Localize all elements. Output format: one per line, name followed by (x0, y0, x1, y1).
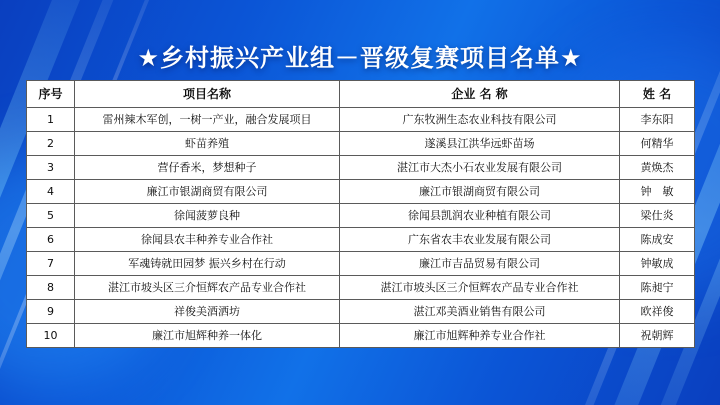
cell-company: 湛江市坡头区三介恒辉农产品专业合作社 (340, 276, 620, 300)
cell-index: 7 (27, 252, 75, 276)
table-row (27, 300, 695, 324)
project-list-table (26, 80, 695, 348)
table-row (27, 108, 695, 132)
column-header-company: 企业 名 称 (340, 81, 620, 108)
cell-company: 广东省农丰农业发展有限公司 (340, 228, 620, 252)
column-header-project: 项目名称 (75, 81, 340, 108)
cell-company: 广东牧洲生态农业科技有限公司 (340, 108, 620, 132)
cell-index: 1 (27, 108, 75, 132)
project-list-table-wrapper (26, 80, 694, 348)
cell-project: 祥俊美酒洒坊 (75, 300, 340, 324)
cell-person: 祝朝辉 (620, 324, 695, 348)
cell-person: 陈成安 (620, 228, 695, 252)
table-row (27, 252, 695, 276)
cell-index: 2 (27, 132, 75, 156)
table-row (27, 204, 695, 228)
cell-company: 廉江市银湖商贸有限公司 (340, 180, 620, 204)
cell-person: 陈昶宁 (620, 276, 695, 300)
cell-index: 10 (27, 324, 75, 348)
slide-title: ★乡村振兴产业组－晋级复赛项目名单★ (137, 44, 583, 72)
table-body (27, 108, 695, 348)
cell-company: 廉江市吉品贸易有限公司 (340, 252, 620, 276)
cell-project: 军魂铸就田园梦 振兴乡村在行动 (75, 252, 340, 276)
cell-company: 湛江邓美酒业销售有限公司 (340, 300, 620, 324)
cell-company: 湛江市大杰小石农业发展有限公司 (340, 156, 620, 180)
cell-project: 徐闻菠萝良种 (75, 204, 340, 228)
cell-index: 9 (27, 300, 75, 324)
cell-person: 李东阳 (620, 108, 695, 132)
table-header-row (27, 81, 695, 108)
table-row (27, 180, 695, 204)
cell-index: 6 (27, 228, 75, 252)
cell-person: 欧祥俊 (620, 300, 695, 324)
cell-person: 黄焕杰 (620, 156, 695, 180)
cell-index: 8 (27, 276, 75, 300)
cell-project: 营仔香米，梦想种子 (75, 156, 340, 180)
table-row (27, 132, 695, 156)
column-header-person: 姓 名 (620, 81, 695, 108)
table-row (27, 156, 695, 180)
cell-person: 钟 敏 (620, 180, 695, 204)
cell-project: 廉江市银湖商贸有限公司 (75, 180, 340, 204)
column-header-index: 序号 (27, 81, 75, 108)
cell-index: 3 (27, 156, 75, 180)
table-row (27, 324, 695, 348)
cell-project: 徐闻县农丰种养专业合作社 (75, 228, 340, 252)
cell-person: 梁仕炎 (620, 204, 695, 228)
cell-company: 廉江市旭辉种养专业合作社 (340, 324, 620, 348)
cell-index: 4 (27, 180, 75, 204)
cell-person: 何精华 (620, 132, 695, 156)
cell-index: 5 (27, 204, 75, 228)
cell-project: 虾苗养殖 (75, 132, 340, 156)
cell-project: 雷州辣木军创，一树一产业，融合发展项目 (75, 108, 340, 132)
cell-project: 廉江市旭辉种养一体化 (75, 324, 340, 348)
cell-person: 钟敏成 (620, 252, 695, 276)
table-row (27, 276, 695, 300)
cell-company: 遂溪县江洪华远虾苗场 (340, 132, 620, 156)
cell-company: 徐闻县凯润农业种植有限公司 (340, 204, 620, 228)
table-row (27, 228, 695, 252)
cell-project: 湛江市坡头区三介恒辉农产品专业合作社 (75, 276, 340, 300)
